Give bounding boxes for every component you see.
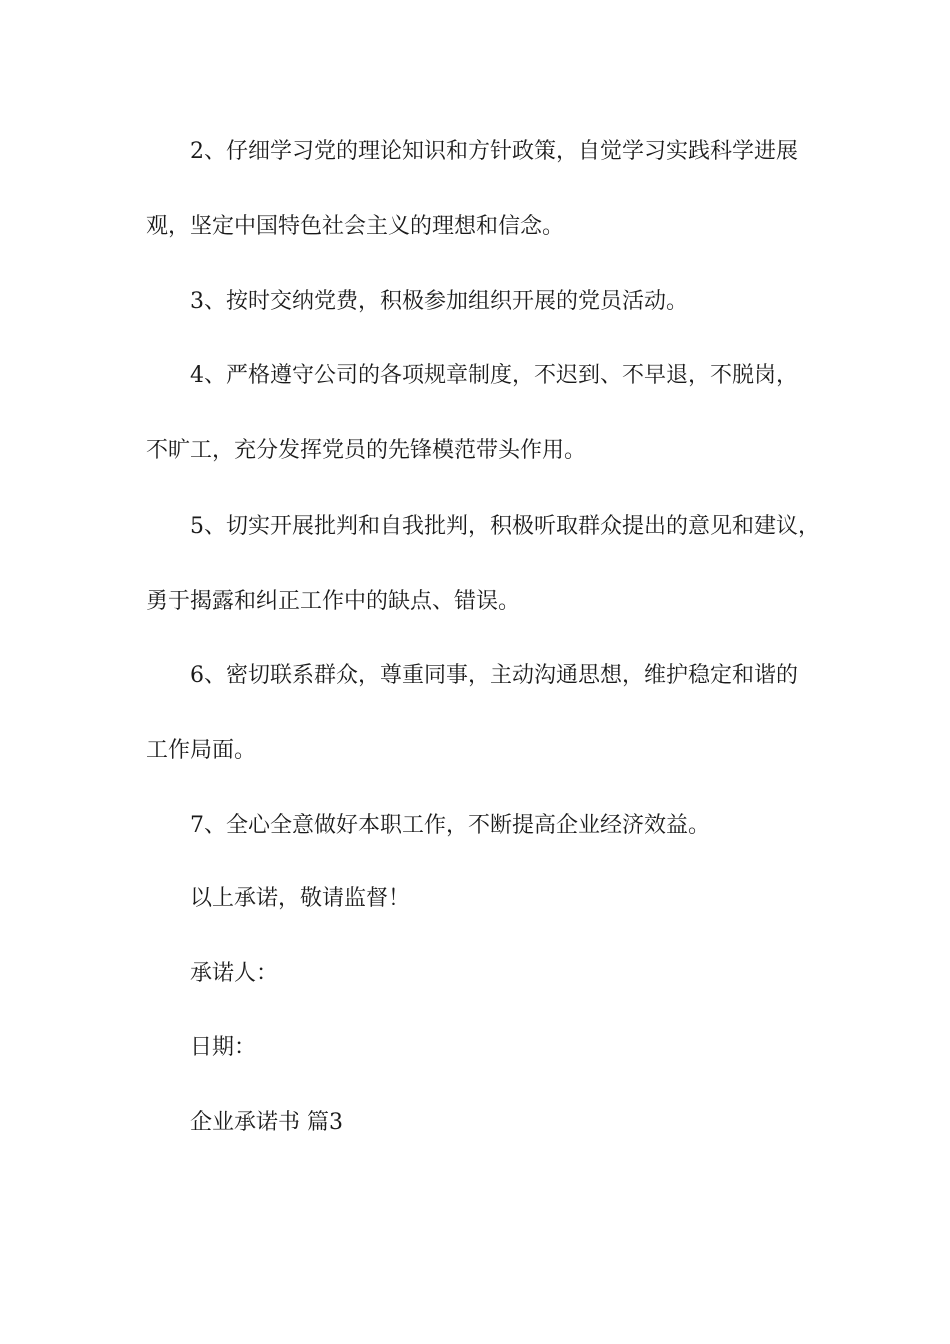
paragraph-item-7: 7、全心全意做好本职工作，不断提高企业经济效益。 [190, 813, 710, 838]
paragraph-item-2-line-2: 观，坚定中国特色社会主义的理想和信念。 [146, 214, 565, 239]
paragraph-item-5-line-1: 5、切实开展批判和自我批判，积极听取群众提出的意见和建议， [190, 514, 820, 539]
section-heading: 企业承诺书 篇3 [190, 1110, 343, 1135]
date-label: 日期： [190, 1035, 257, 1060]
paragraph-item-5-line-2: 勇于揭露和纠正工作中的缺点、错误。 [146, 589, 521, 614]
paragraph-item-2-line-1: 2、仔细学习党的理论知识和方针政策，自觉学习实践科学进展 [190, 139, 798, 164]
paragraph-item-6-line-2: 工作局面。 [146, 738, 257, 763]
paragraph-item-4-line-1: 4、严格遵守公司的各项规章制度，不迟到、不早退，不脱岗， [190, 363, 798, 388]
paragraph-item-4-line-2: 不旷工，充分发挥党员的先锋模范带头作用。 [146, 438, 587, 463]
paragraph-item-3: 3、按时交纳党费，积极参加组织开展的党员活动。 [190, 289, 688, 314]
closing-statement: 以上承诺，敬请监督！ [190, 886, 411, 911]
paragraph-item-6-line-1: 6、密切联系群众，尊重同事，主动沟通思想，维护稳定和谐的 [190, 663, 798, 688]
signatory-label: 承诺人： [190, 961, 279, 986]
